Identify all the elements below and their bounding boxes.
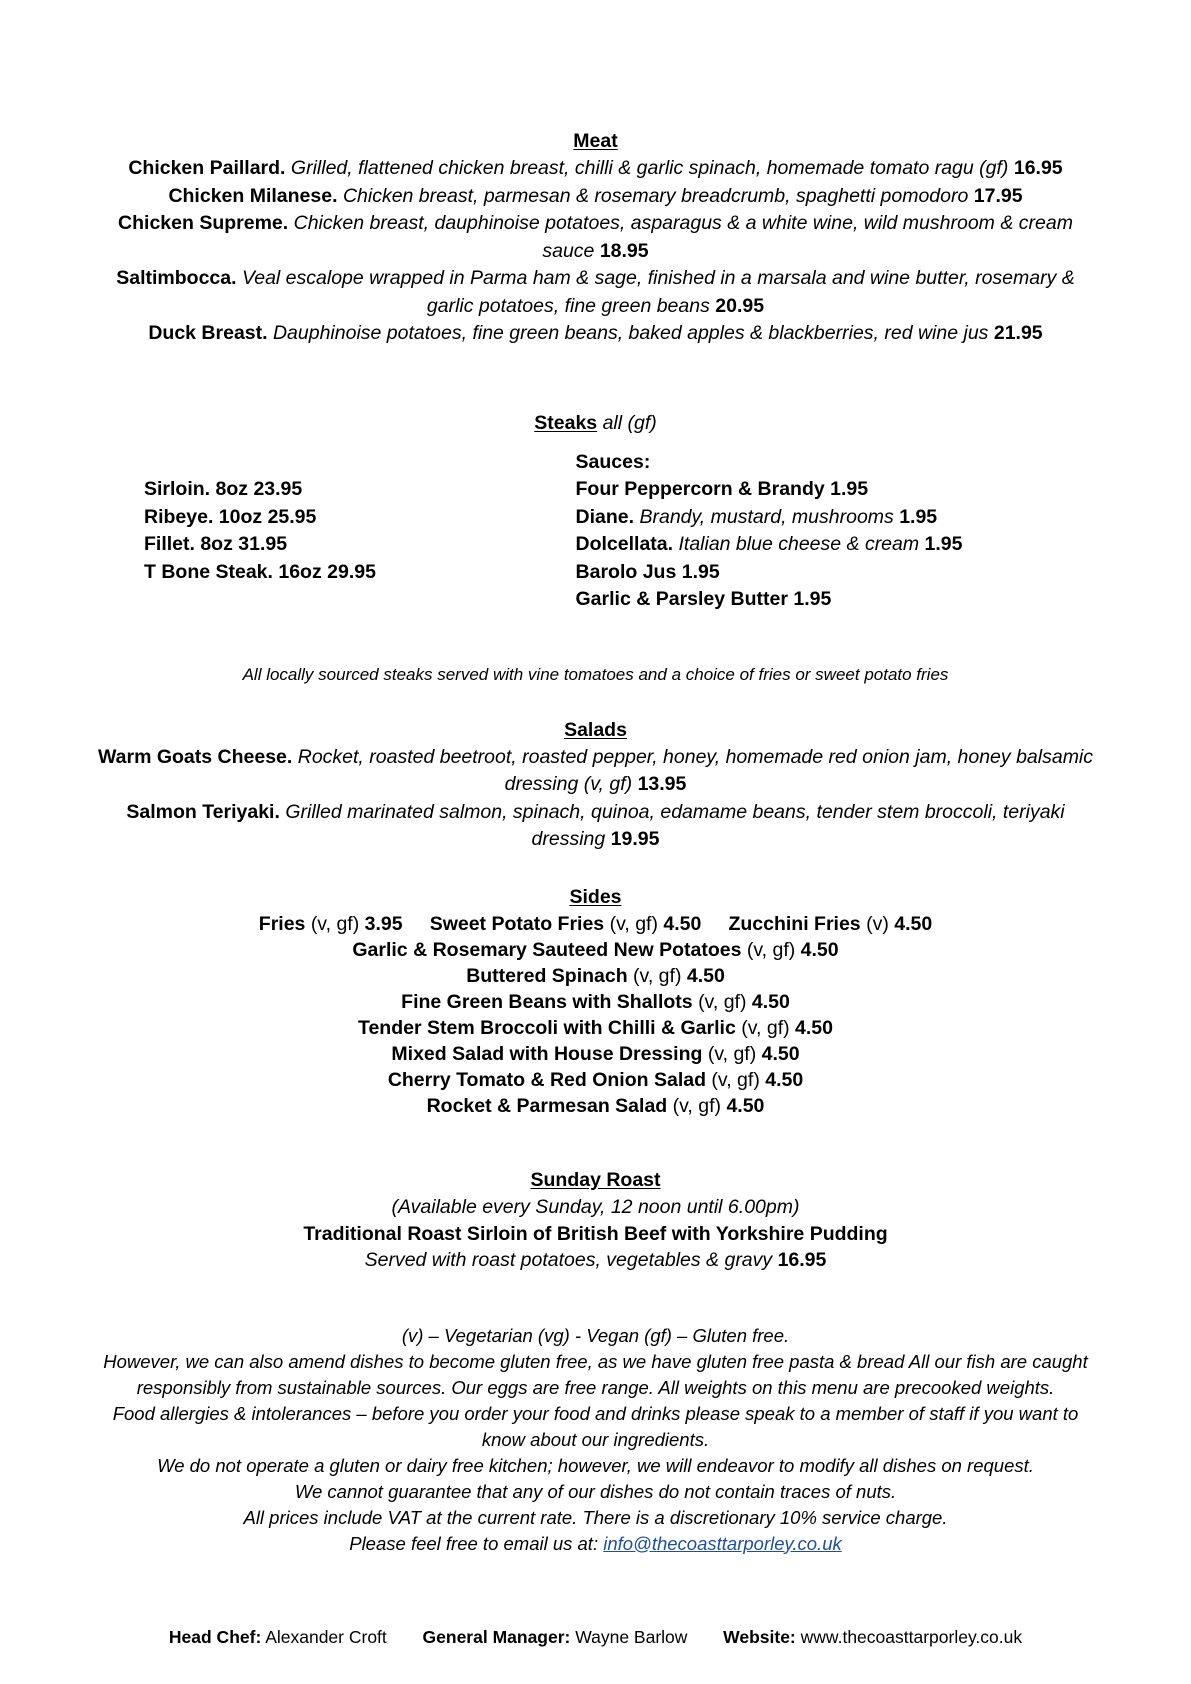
steak-cut (144, 476, 576, 504)
steak-cut (144, 559, 576, 587)
section-gap (96, 854, 1095, 884)
sunday-roast-heading (96, 1167, 1095, 1194)
vat-note: All prices include VAT at the current rate. There is a discretionary 10% service charge. (243, 1506, 948, 1528)
menu-item (96, 320, 1095, 348)
sauce-price: 1.95 (681, 560, 720, 583)
dish-description: Chicken breast, parmesan & rosemary breadcrumb, spaghetti pomodoro (342, 184, 969, 207)
allergies-note: Food allergies & intolerances – before you order your food and drinks please speak to a member of staff if you want to know about our ingredients. (112, 1402, 1079, 1450)
steaks-heading-suffix: all (gf) (602, 411, 657, 434)
section-gap (96, 1119, 1095, 1167)
menu-item (96, 183, 1095, 211)
sauces-label: Sauces: (575, 450, 651, 473)
sauce-name: Barolo Jus (575, 560, 677, 583)
dish-description: Grilled marinated salmon, spinach, quinoa, edamame beans, tender stem broccoli, teriyaki dressing (285, 800, 1065, 850)
side-price: 4.50 (894, 912, 933, 935)
steak-cut (144, 504, 576, 532)
steak-sauces-column (576, 449, 1095, 614)
head-chef-name: Alexander Croft (265, 1626, 387, 1647)
sauce-item (576, 504, 1095, 532)
section-gap (96, 348, 1095, 410)
side-name: Garlic & Rosemary Sauteed New Potatoes (352, 938, 742, 961)
section-sunday-roast (96, 1167, 1095, 1275)
side-tag: (v, gf) (711, 1068, 760, 1091)
dish-price: 17.95 (973, 184, 1023, 207)
steaks-heading (96, 410, 1095, 437)
side-price: 4.50 (800, 938, 839, 961)
sauce-item (576, 531, 1095, 559)
steaks-note: All locally sourced steaks served with vine tomatoes and a choice of fries or sweet potato fries (242, 664, 949, 684)
dish-name: Duck Breast. (148, 322, 268, 344)
sauce-name: Dolcellata. (575, 533, 674, 555)
section-steaks (96, 410, 1095, 687)
dish-price: 21.95 (993, 322, 1043, 344)
steak-cut-name: Ribeye. 10oz (144, 505, 263, 528)
website-label: Website: (723, 1626, 796, 1647)
side-price: 4.50 (686, 964, 725, 987)
website-url: www.thecoasttarporley.co.uk (800, 1626, 1023, 1647)
nuts-note: We cannot guarantee that any of our dishes do not contain traces of nuts. (294, 1480, 897, 1502)
steak-cuts-column (96, 449, 576, 614)
side-name: Zucchini Fries (728, 912, 861, 935)
steaks-columns (96, 449, 1095, 614)
section-gap (96, 687, 1095, 717)
side-item (96, 1093, 1095, 1119)
dish-price: 16.95 (1013, 157, 1063, 179)
dish-name: Warm Goats Cheese. (97, 745, 293, 768)
sauce-item (576, 586, 1095, 614)
dish-name: Chicken Supreme. (118, 212, 289, 234)
dish-name: Salmon Teriyaki. (126, 800, 280, 823)
sunday-roast-dish: Traditional Roast Sirloin of British Beef with Yorkshire Pudding (303, 1223, 888, 1245)
steak-cut-price: 23.95 (253, 478, 303, 500)
email-prefix: Please feel free to email us at: (349, 1532, 599, 1554)
side-price: 3.95 (364, 912, 403, 935)
section-gap (96, 1275, 1095, 1323)
menu-item (96, 744, 1095, 799)
dish-price: 20.95 (715, 294, 765, 317)
side-name: Mixed Salad with House Dressing (391, 1042, 703, 1065)
side-tag: (v, gf) (698, 990, 747, 1013)
sunday-roast-served-with (96, 1247, 1095, 1275)
side-name: Rocket & Parmesan Salad (426, 1094, 668, 1117)
side-item (96, 963, 1095, 989)
steak-cut-name: T Bone Steak. 16oz (144, 560, 322, 583)
sauce-item (576, 559, 1095, 587)
sunday-roast-price: 16.95 (777, 1249, 827, 1271)
section-salads (96, 717, 1095, 854)
head-chef-label: Head Chef: (168, 1626, 262, 1647)
sauce-item (576, 476, 1095, 504)
sauce-name: Four Peppercorn & Brandy (575, 478, 825, 500)
side-tag: (v, gf) (746, 938, 796, 961)
dish-name: Saltimbocca. (116, 267, 237, 289)
credits-line (96, 1619, 1095, 1649)
footnotes (96, 1323, 1095, 1557)
side-price: 4.50 (663, 912, 702, 935)
side-item (96, 1015, 1095, 1041)
dietary-key: (v) – Vegetarian (vg) - Vegan (gf) – Gluten free. (401, 1324, 790, 1346)
menu-item (96, 155, 1095, 183)
dish-description: Dauphinoise potatoes, fine green beans, baked apples & blackberries, red wine jus (272, 322, 989, 344)
row-separator (707, 913, 723, 935)
side-name: Tender Stem Broccoli with Chilli & Garlic (358, 1016, 736, 1039)
sauce-price: 1.95 (924, 533, 963, 555)
general-manager-label: General Manager: (422, 1626, 571, 1647)
steak-cut-name: Fillet. 8oz (144, 533, 233, 555)
sauce-price: 1.95 (899, 505, 938, 528)
kitchen-note: We do not operate a gluten or dairy free kitchen; however, we will endeavor to modify all dishes on request. (157, 1454, 1034, 1476)
side-tag: (v, gf) (609, 912, 658, 935)
steak-cut-price: 31.95 (238, 533, 288, 555)
gluten-free-note: However, we can also amend dishes to become gluten free, as we have gluten free pasta & bread All our fish are caught responsibly from sustainable sources. Our eggs are free range. All weights on this menu are precooked weights. (103, 1350, 1088, 1398)
menu-item (96, 265, 1095, 320)
served-with-text: Served with roast potatoes, vegetables & gravy (364, 1249, 773, 1271)
side-item (96, 1067, 1095, 1093)
steaks-heading-text: Steaks (534, 411, 598, 434)
dish-name: Chicken Milanese. (168, 184, 338, 207)
steak-cut-price: 29.95 (327, 560, 376, 583)
side-name: Fine Green Beans with Shallots (401, 990, 693, 1013)
side-price: 4.50 (726, 1094, 765, 1117)
sides-heading-text: Sides (569, 885, 622, 908)
side-price: 4.50 (751, 990, 790, 1013)
sunday-roast-heading-text: Sunday Roast (530, 1168, 661, 1191)
meat-heading-text: Meat (573, 130, 618, 152)
side-price: 4.50 (795, 1016, 833, 1039)
side-tag: (v, gf) (707, 1042, 757, 1065)
steak-cut-price: 25.95 (267, 505, 317, 528)
salads-heading-text: Salads (564, 718, 627, 741)
section-sides (96, 884, 1095, 1119)
row-separator (408, 913, 424, 935)
sauce-description: Brandy, mustard, mushrooms (639, 505, 894, 528)
side-price: 4.50 (765, 1068, 804, 1091)
sunday-roast-availability: (Available every Sunday, 12 noon until 6.00pm) (391, 1195, 800, 1218)
side-name: Fries (258, 912, 306, 935)
meat-heading (96, 128, 1095, 155)
sides-first-row (96, 911, 1095, 937)
side-tag: (v) (866, 912, 889, 935)
sauce-name: Garlic & Parsley Butter (575, 588, 788, 610)
side-item (96, 989, 1095, 1015)
top-spacer (96, 0, 1095, 128)
sauce-price: 1.95 (793, 588, 832, 610)
side-tag: (v, gf) (672, 1094, 722, 1117)
sauce-description: Italian blue cheese & cream (678, 533, 920, 555)
steaks-note-gap (96, 614, 1095, 662)
side-price: 4.50 (761, 1042, 800, 1065)
steak-cut-name: Sirloin. 8oz (144, 478, 249, 500)
dish-description: Veal escalope wrapped in Parma ham & sage, finished in a marsala and wine butter, rosemary & garlic potatoes, fine green beans (241, 267, 1075, 317)
sides-heading (96, 884, 1095, 911)
side-tag: (v, gf) (741, 1016, 790, 1039)
cuts-spacer (144, 449, 576, 477)
dish-description: Chicken breast, dauphinoise potatoes, asparagus & a white wine, wild mushroom & cream sauce (293, 212, 1073, 262)
side-name: Cherry Tomato & Red Onion Salad (387, 1068, 706, 1091)
sauce-name: Diane. (575, 505, 635, 528)
sauce-price: 1.95 (830, 478, 869, 500)
credits-gap (96, 1557, 1095, 1619)
steak-cut (144, 531, 576, 559)
side-name: Buttered Spinach (466, 964, 628, 987)
dish-price: 19.95 (610, 828, 660, 850)
side-name: Sweet Potato Fries (429, 912, 605, 935)
dish-name: Chicken Paillard. (128, 157, 286, 179)
side-item (96, 1041, 1095, 1067)
email-note (96, 1531, 1095, 1557)
dish-price: 13.95 (637, 773, 687, 795)
side-tag: (v, gf) (633, 964, 682, 987)
side-item (96, 937, 1095, 963)
dish-description: Rocket, roasted beetroot, roasted pepper, honey, homemade red onion jam, honey balsamic dressing (v, gf) (297, 745, 1094, 795)
salads-heading (96, 717, 1095, 744)
menu-item (96, 799, 1095, 854)
dish-description: Grilled, flattened chicken breast, chilli & garlic spinach, homemade tomato ragu (gf) (290, 157, 1009, 179)
email-link[interactable]: info@thecoasttarporley.co.uk (603, 1532, 842, 1554)
general-manager-name: Wayne Barlow (575, 1626, 688, 1647)
side-tag: (v, gf) (310, 912, 360, 935)
menu-item (96, 210, 1095, 265)
section-meat (96, 128, 1095, 348)
dish-price: 18.95 (599, 239, 649, 262)
